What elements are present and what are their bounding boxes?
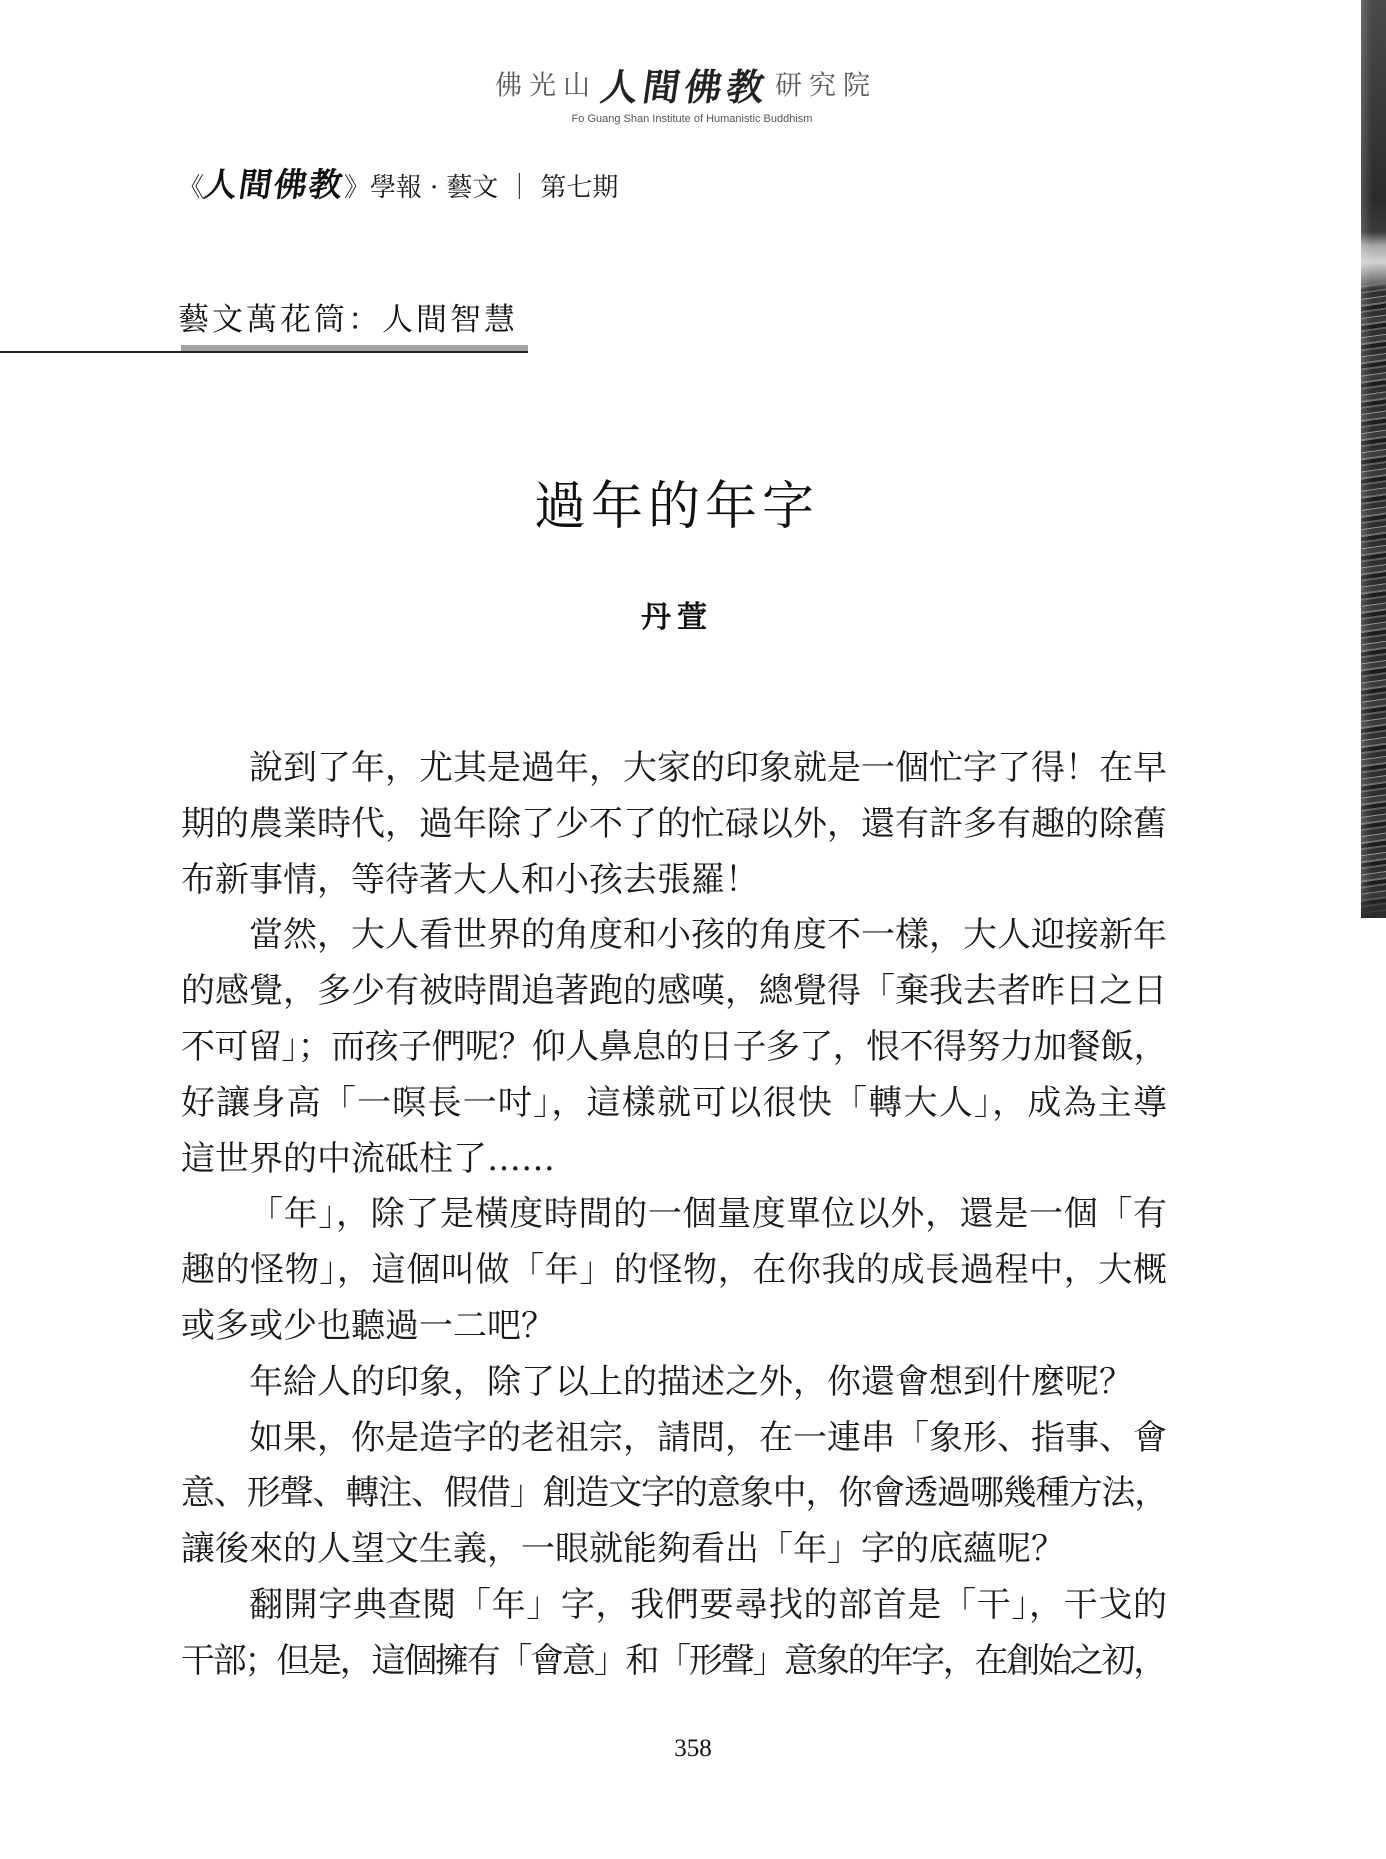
article-author: 丹萱 [641, 600, 713, 635]
body-text-line: 或多或少也聽過一二吧？ [181, 1305, 555, 1346]
page-number: 358 [674, 1735, 712, 1762]
paragraph [181, 1187, 1167, 1354]
section-rule-line [0, 351, 528, 353]
body-text-line: 的感覺，多少有被時間追著跑的感嘆，總覺得「棄我去者昨日之日 [181, 971, 1167, 1012]
edge-photo-strip [1361, 0, 1386, 918]
body-text-line: 翻開字典查閱「年」字，我們要尋找的部首是「干」，干戈的 [249, 1584, 1167, 1625]
institute-header [436, 64, 936, 108]
body-text-line: 布新事情，等待著大人和小孩去張羅！ [181, 859, 759, 900]
issue-number: 第七期 [540, 173, 619, 203]
paragraph [181, 1578, 1167, 1690]
body-text-line: 讓後來的人望文生義，一眼就能夠看出「年」字的底蘊呢？ [181, 1529, 1065, 1570]
section-heading: 藝文萬花筒：人間智慧 [178, 302, 518, 338]
paragraph [181, 1355, 1167, 1411]
running-head [178, 166, 618, 204]
body-text-line: 趣的怪物」，這個叫做「年」的怪物，在你我的成長過程中，大概 [181, 1250, 1167, 1291]
paragraph [181, 1411, 1167, 1578]
body-text-line: 當然，大人看世界的角度和小孩的角度不一樣，大人迎接新年 [249, 915, 1167, 956]
body-text-line: 干部；但是，這個擁有「會意」和「形聲」意象的年字，在創始之初， [181, 1640, 1165, 1681]
body-text-line: 說到了年，尤其是過年，大家的印象就是一個忙字了得！在早 [249, 748, 1167, 788]
open-bracket: 《 [178, 173, 205, 203]
body-text-line: 意、形聲、轉注、假借」創造文字的意象中，你會透過哪幾種方法， [181, 1473, 1167, 1514]
paragraph [181, 908, 1167, 1187]
institute-calligraphy-logo: 人間佛教 [597, 64, 773, 109]
body-text-line: 這世界的中流砥柱了…… [181, 1138, 555, 1179]
body-text-line: 不可留」；而孩子們呢？仰人鼻息的日子多了，恨不得努力加餐飯， [181, 1026, 1167, 1067]
institute-english-name: Fo Guang Shan Institute of Humanistic Buddhism [571, 113, 813, 125]
body-text-line: 期的農業時代，過年除了少不了的忙碌以外，還有許多有趣的除舊 [181, 803, 1167, 844]
institute-prefix: 佛光山 [495, 70, 597, 102]
paragraph [181, 741, 1167, 908]
body-text-line: 年給人的印象，除了以上的描述之外，你還會想到什麼呢？ [249, 1361, 1133, 1402]
journal-name: 》學報 [344, 173, 423, 203]
body-text-line: 好讓身高「一暝長一吋」，這樣就可以很快「轉大人」，成為主導 [181, 1082, 1167, 1123]
article-body [181, 741, 1167, 1701]
institute-suffix: 研究院 [775, 70, 877, 102]
body-text-line: 如果，你是造字的老祖宗，請問，在一連串「象形、指事、會 [249, 1417, 1167, 1458]
separator-dot: · [430, 173, 439, 203]
article-title: 過年的年字 [533, 477, 819, 537]
section-name: 藝文 [446, 173, 499, 203]
divider-bar: ｜ [506, 173, 533, 203]
journal-calligraphy-logo: 人間佛教 [201, 165, 347, 204]
body-text-line: 「年」，除了是橫度時間的一個量度單位以外，還是一個「有 [249, 1194, 1167, 1235]
